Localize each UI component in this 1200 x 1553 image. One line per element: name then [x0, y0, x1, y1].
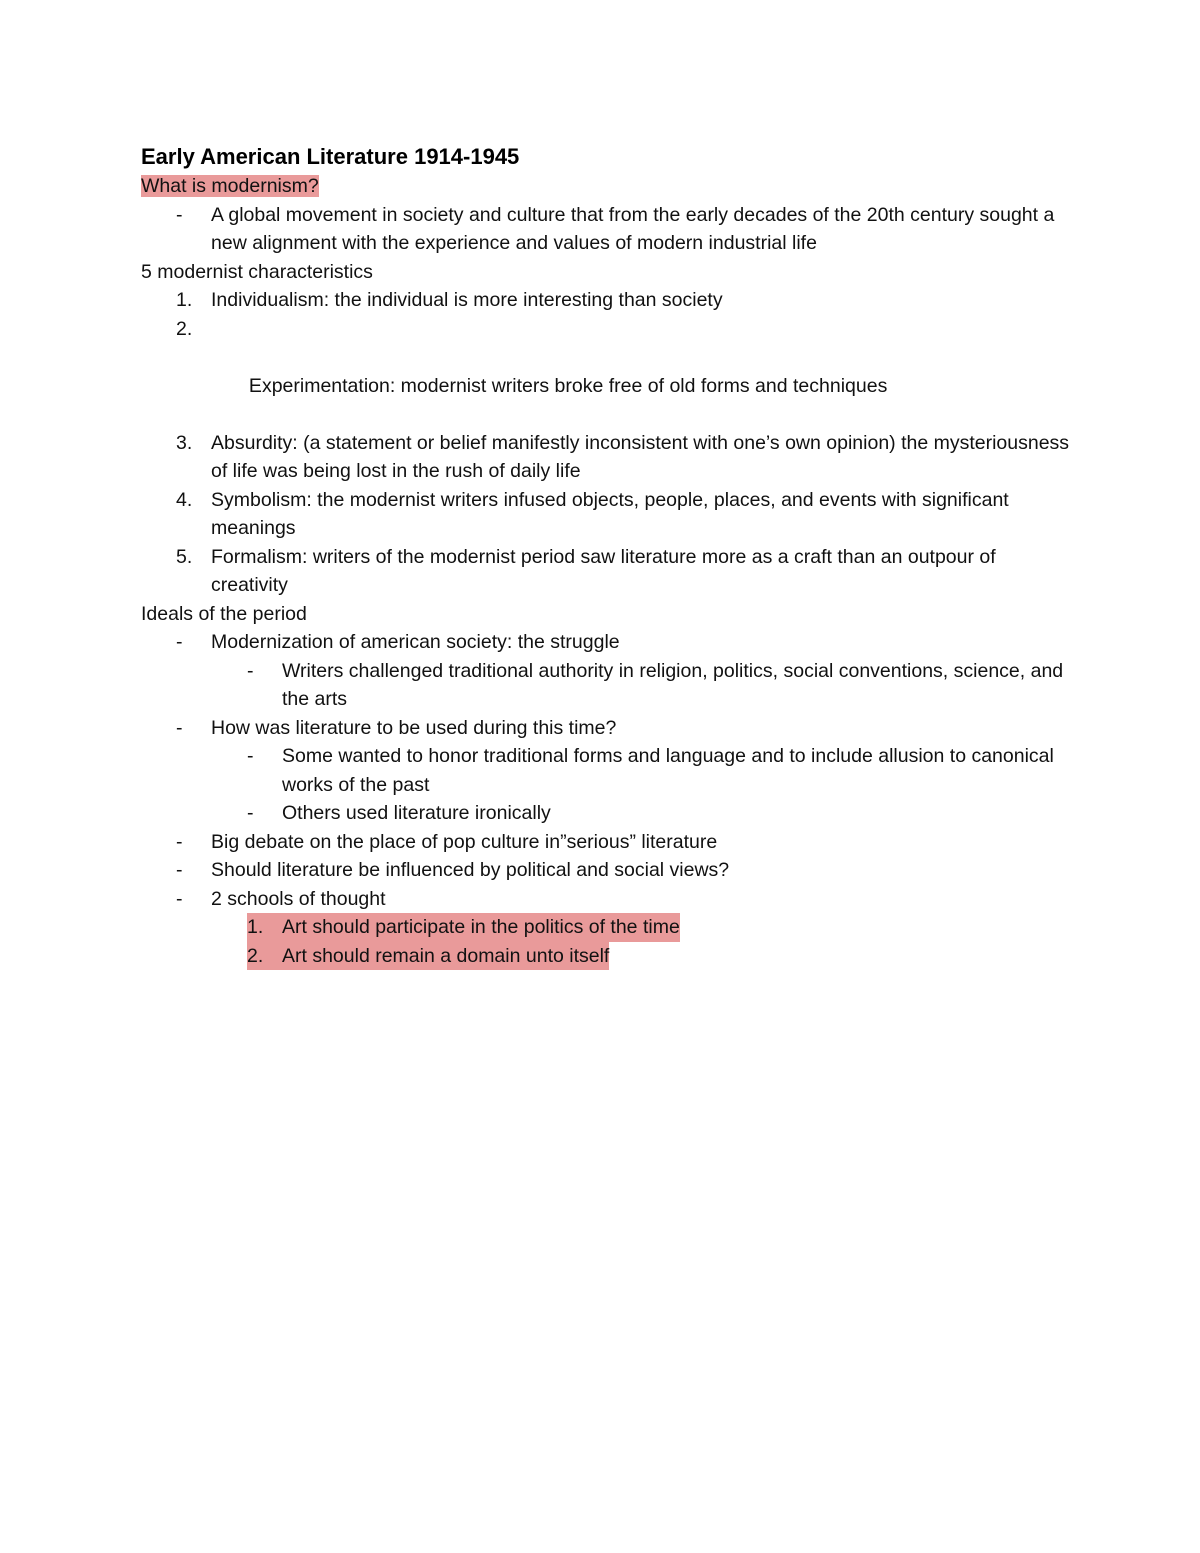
modernism-heading: [141, 172, 1071, 201]
characteristics-heading: 5 modernist characteristics: [141, 260, 373, 283]
list-item-text: Others used literature ironically: [282, 802, 551, 824]
number-marker: 2.: [176, 317, 193, 340]
sub-list-item: [141, 657, 1071, 714]
document-content: [141, 142, 1071, 970]
schools-list: [141, 942, 1071, 971]
list-item: [141, 714, 1071, 743]
list-item-text: Writers challenged traditional authority in religion, politics, social conventions, science, and the arts: [282, 659, 1064, 710]
list-item: [141, 315, 1071, 429]
number-marker: 4.: [176, 488, 193, 511]
list-item-text: Individualism: the individual is more interesting than society: [211, 289, 723, 311]
ideals-heading: Ideals of the period: [141, 602, 307, 625]
list-item-text: Art should participate in the politics of the time: [282, 916, 680, 938]
list-item-text: How was literature to be used during this time?: [211, 716, 617, 739]
list-item-text: Art should remain a domain unto itself: [282, 944, 610, 967]
list-item-text: 2 schools of thought: [211, 887, 386, 910]
list-item: [141, 828, 1071, 857]
list-item: [141, 856, 1071, 885]
bullet-marker: -: [176, 631, 183, 653]
bullet-marker: -: [176, 830, 183, 853]
list-item-text: Formalism: writers of the modernist period saw literature more as a craft than an outpour of creativity: [211, 545, 996, 596]
highlighted-heading: What is modernism?: [141, 175, 319, 197]
bullet-marker: -: [247, 745, 254, 767]
highlighted-list-item: [247, 913, 680, 942]
number-marker: 2.: [247, 944, 264, 967]
bullet-marker: -: [176, 859, 183, 881]
list-item: [141, 628, 1071, 657]
number-marker: 5.: [176, 545, 193, 568]
list-item-text: Should literature be influenced by political and social views?: [211, 859, 730, 881]
number-marker: 1.: [247, 916, 264, 938]
list-item: [141, 201, 1071, 258]
list-item: [141, 429, 1071, 486]
highlighted-list-item: [247, 942, 609, 971]
list-item-text: Some wanted to honor traditional forms and language and to include allusion to canonical works of the past: [282, 745, 1054, 796]
schools-list: [141, 913, 1071, 942]
list-item: [141, 885, 1071, 914]
number-marker: 3.: [176, 431, 193, 454]
list-item-text: Modernization of american society: the struggle: [211, 631, 620, 653]
list-item-text: A global movement in society and culture that from the early decades of the 20th century sought a new alignment with the experience and values of modern industrial life: [211, 203, 1055, 254]
list-item-text: Absurdity: (a statement or belief manifestly inconsistent with one’s own opinion) the mysteriousness of life was being lost in the rush of daily life: [211, 431, 1070, 482]
list-item-text: Big debate on the place of pop culture in”serious” literature: [211, 830, 718, 853]
sub-list-item: [141, 799, 1071, 828]
list-item: [141, 286, 1071, 315]
list-item: [141, 486, 1071, 543]
bullet-marker: -: [247, 659, 254, 682]
bullet-marker: -: [247, 802, 254, 824]
document-title: Early American Literature 1914-1945: [141, 144, 520, 169]
list-item-text: Symbolism: the modernist writers infused objects, people, places, and events with significant meanings: [211, 488, 1009, 539]
bullet-marker: -: [176, 887, 183, 910]
sub-list-item: [141, 742, 1071, 799]
bullet-marker: -: [176, 203, 183, 226]
list-item-text: Experimentation: modernist writers broke free of old forms and techniques: [243, 374, 888, 397]
number-marker: 1.: [176, 289, 193, 311]
list-item: [141, 543, 1071, 600]
bullet-marker: -: [176, 716, 183, 739]
